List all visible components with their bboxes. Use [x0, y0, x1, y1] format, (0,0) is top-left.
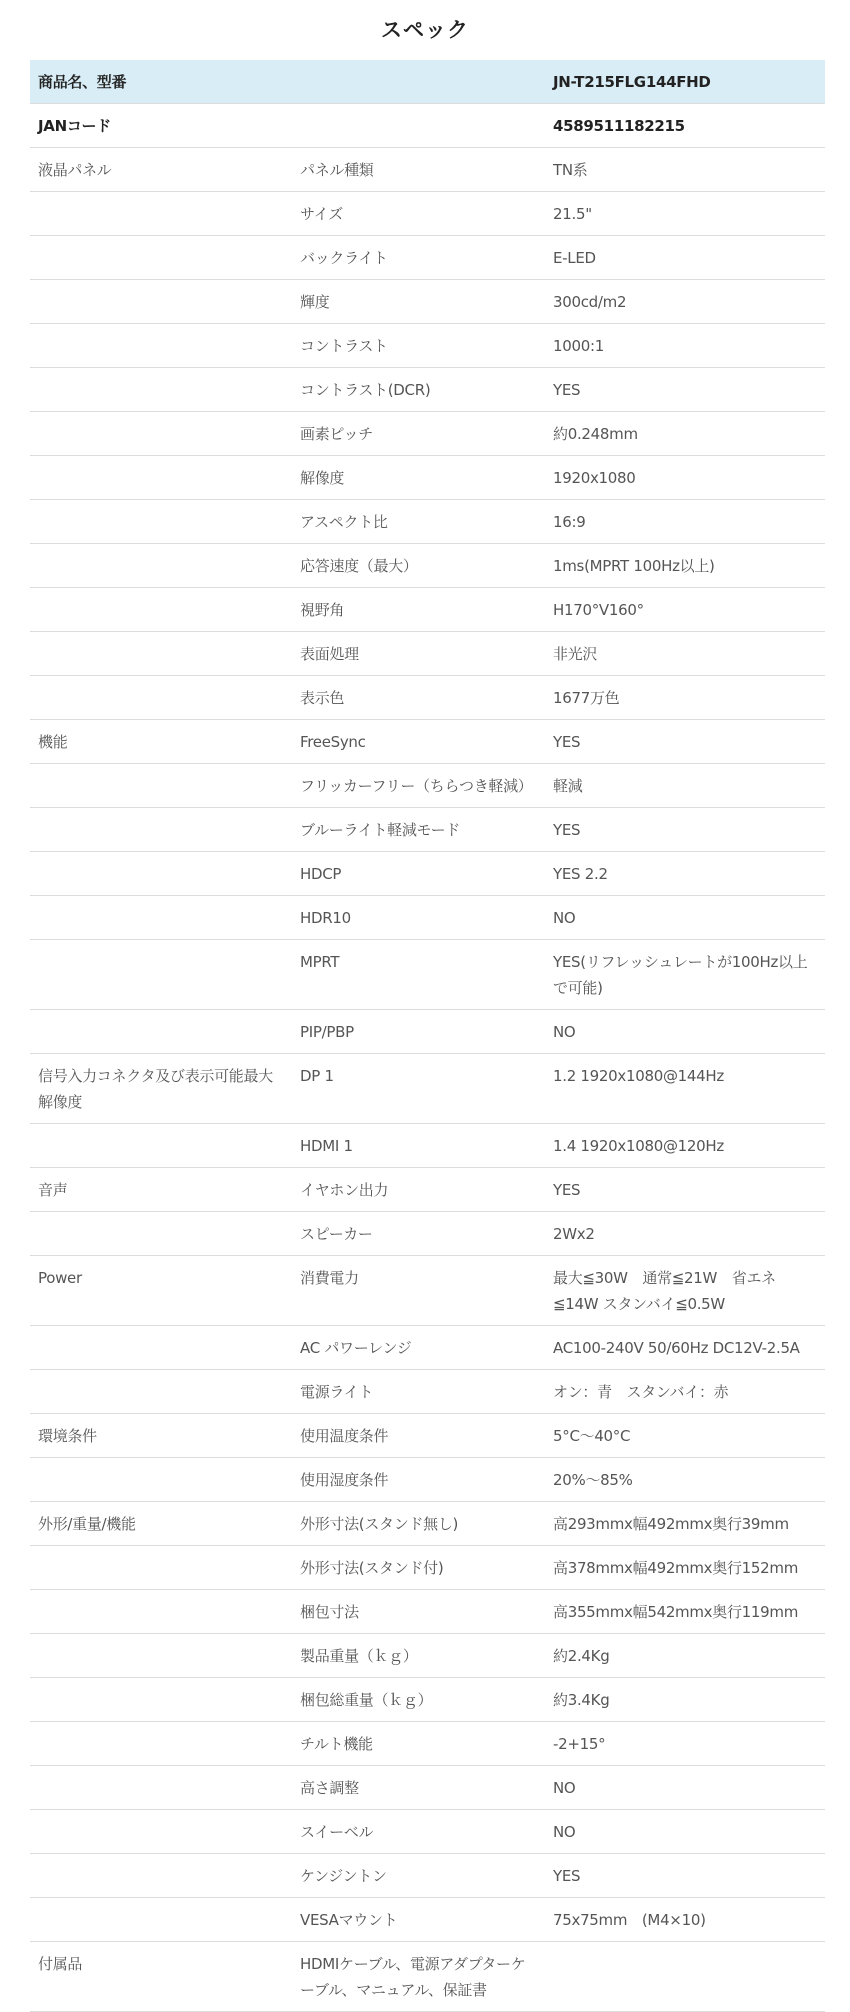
- spec-category: [30, 236, 292, 280]
- table-row: [30, 456, 825, 500]
- spec-item: スピーカー: [292, 1212, 545, 1256]
- spec-value: 1920x1080: [545, 456, 825, 500]
- table-row: [30, 1678, 825, 1722]
- table-row: [30, 544, 825, 588]
- spec-item: HDR10: [292, 896, 545, 940]
- table-row: [30, 236, 825, 280]
- spec-category: [30, 676, 292, 720]
- spec-value: YES: [545, 1168, 825, 1212]
- table-header-row: [30, 60, 825, 104]
- spec-item: パネル種類: [292, 148, 545, 192]
- spec-item: HDCP: [292, 852, 545, 896]
- spec-value: 20%～85%: [545, 1458, 825, 1502]
- spec-value: E-LED: [545, 236, 825, 280]
- spec-value: YES: [545, 808, 825, 852]
- spec-value: 1.4 1920x1080@120Hz: [545, 1124, 825, 1168]
- table-row: [30, 104, 825, 148]
- spec-item: HDMIケーブル、電源アダプターケーブル、マニュアル、保証書: [292, 1942, 545, 2012]
- spec-category: [30, 808, 292, 852]
- spec-category: [30, 1854, 292, 1898]
- spec-value: [545, 1942, 825, 2012]
- spec-category: [30, 764, 292, 808]
- spec-category: 外形/重量/機能: [30, 1502, 292, 1546]
- table-row: [30, 1124, 825, 1168]
- table-row: [30, 1054, 825, 1124]
- table-row: [30, 1502, 825, 1546]
- spec-category: Power: [30, 1256, 292, 1326]
- spec-category: [30, 1766, 292, 1810]
- spec-category: [30, 852, 292, 896]
- spec-category: [30, 588, 292, 632]
- spec-item: VESAマウント: [292, 1898, 545, 1942]
- spec-category: [30, 940, 292, 1010]
- table-row: [30, 1546, 825, 1590]
- spec-item: DP 1: [292, 1054, 545, 1124]
- spec-value: 5°C～40°C: [545, 1414, 825, 1458]
- spec-item: 梱包総重量（ｋｇ）: [292, 1678, 545, 1722]
- spec-value: AC100-240V 50/60Hz DC12V-2.5A: [545, 1326, 825, 1370]
- spec-category: [30, 412, 292, 456]
- spec-item: 製品重量（ｋｇ）: [292, 1634, 545, 1678]
- table-row: [30, 852, 825, 896]
- spec-category: [30, 544, 292, 588]
- table-row: [30, 632, 825, 676]
- spec-category: [30, 1810, 292, 1854]
- spec-item: 表示色: [292, 676, 545, 720]
- spec-item: スイーベル: [292, 1810, 545, 1854]
- table-row: [30, 324, 825, 368]
- spec-value: 非光沢: [545, 632, 825, 676]
- spec-item: [292, 60, 545, 104]
- spec-value: YES(リフレッシュレートが100Hz以上で可能): [545, 940, 825, 1010]
- spec-item: 画素ピッチ: [292, 412, 545, 456]
- spec-category: [30, 368, 292, 412]
- spec-value: 約0.248mm: [545, 412, 825, 456]
- spec-value: YES 2.2: [545, 852, 825, 896]
- spec-table-body: [30, 60, 825, 2012]
- table-row: [30, 1256, 825, 1326]
- spec-value: YES: [545, 368, 825, 412]
- spec-value: 約2.4Kg: [545, 1634, 825, 1678]
- spec-value: -2+15°: [545, 1722, 825, 1766]
- spec-item: AC パワーレンジ: [292, 1326, 545, 1370]
- table-row: [30, 500, 825, 544]
- spec-category: 環境条件: [30, 1414, 292, 1458]
- spec-value: 軽減: [545, 764, 825, 808]
- spec-value: 21.5": [545, 192, 825, 236]
- page-title: スペック: [381, 18, 469, 42]
- table-row: [30, 192, 825, 236]
- spec-item: イヤホン出力: [292, 1168, 545, 1212]
- table-row: [30, 764, 825, 808]
- spec-value: 16:9: [545, 500, 825, 544]
- spec-item: 使用湿度条件: [292, 1458, 545, 1502]
- spec-value: 300cd/m2: [545, 280, 825, 324]
- spec-item: フリッカーフリー（ちらつき軽減）: [292, 764, 545, 808]
- spec-category: [30, 1212, 292, 1256]
- table-row: [30, 1854, 825, 1898]
- spec-value: NO: [545, 896, 825, 940]
- spec-item: コントラスト(DCR): [292, 368, 545, 412]
- spec-item: 外形寸法(スタンド付): [292, 1546, 545, 1590]
- spec-category: [30, 1722, 292, 1766]
- spec-item: 高さ調整: [292, 1766, 545, 1810]
- spec-item: 輝度: [292, 280, 545, 324]
- table-row: [30, 940, 825, 1010]
- table-row: [30, 412, 825, 456]
- spec-item: チルト機能: [292, 1722, 545, 1766]
- spec-value: 約3.4Kg: [545, 1678, 825, 1722]
- spec-item: コントラスト: [292, 324, 545, 368]
- spec-category: 信号入力コネクタ及び表示可能最大解像度: [30, 1054, 292, 1124]
- spec-category: 液晶パネル: [30, 148, 292, 192]
- table-row: [30, 588, 825, 632]
- table-row: [30, 720, 825, 764]
- table-row: [30, 676, 825, 720]
- spec-item: HDMI 1: [292, 1124, 545, 1168]
- spec-category: [30, 1124, 292, 1168]
- table-row: [30, 368, 825, 412]
- spec-category: [30, 192, 292, 236]
- table-row: [30, 1590, 825, 1634]
- spec-item: FreeSync: [292, 720, 545, 764]
- spec-category: [30, 1326, 292, 1370]
- spec-category: [30, 632, 292, 676]
- spec-item: 視野角: [292, 588, 545, 632]
- spec-value: 75x75mm (M4×10): [545, 1898, 825, 1942]
- spec-value: YES: [545, 1854, 825, 1898]
- spec-value: JN-T215FLG144FHD: [545, 60, 825, 104]
- spec-category: [30, 1010, 292, 1054]
- spec-category: JANコード: [30, 104, 292, 148]
- spec-value: NO: [545, 1766, 825, 1810]
- spec-value: 4589511182215: [545, 104, 825, 148]
- spec-item: PIP/PBP: [292, 1010, 545, 1054]
- spec-value: NO: [545, 1010, 825, 1054]
- spec-category: [30, 1370, 292, 1414]
- spec-category: [30, 1590, 292, 1634]
- spec-value: 高355mmx幅542mmx奥行119mm: [545, 1590, 825, 1634]
- spec-category: [30, 1898, 292, 1942]
- table-row: [30, 1634, 825, 1678]
- spec-item: アスペクト比: [292, 500, 545, 544]
- spec-category: [30, 280, 292, 324]
- spec-item: 解像度: [292, 456, 545, 500]
- table-row: [30, 1212, 825, 1256]
- spec-item: [292, 104, 545, 148]
- spec-category: 機能: [30, 720, 292, 764]
- spec-value: 2Wx2: [545, 1212, 825, 1256]
- spec-value: 1ms(MPRT 100Hz以上): [545, 544, 825, 588]
- spec-item: 使用温度条件: [292, 1414, 545, 1458]
- spec-value: 1000:1: [545, 324, 825, 368]
- spec-item: 外形寸法(スタンド無し): [292, 1502, 545, 1546]
- table-row: [30, 1414, 825, 1458]
- spec-item: MPRT: [292, 940, 545, 1010]
- spec-value: 1677万色: [545, 676, 825, 720]
- spec-value: YES: [545, 720, 825, 764]
- table-row: [30, 1942, 825, 2012]
- spec-category: [30, 456, 292, 500]
- spec-item: サイズ: [292, 192, 545, 236]
- spec-value: 高293mmx幅492mmx奥行39mm: [545, 1502, 825, 1546]
- spec-item: 電源ライト: [292, 1370, 545, 1414]
- spec-category: [30, 1546, 292, 1590]
- spec-value: 最大≦30W 通常≦21W 省エネ≦14W スタンバイ≦0.5W: [545, 1256, 825, 1326]
- spec-item: ケンジントン: [292, 1854, 545, 1898]
- table-row: [30, 1458, 825, 1502]
- spec-category: 商品名、型番: [30, 60, 292, 104]
- spec-value: NO: [545, 1810, 825, 1854]
- table-row: [30, 1722, 825, 1766]
- spec-value: 高378mmx幅492mmx奥行152mm: [545, 1546, 825, 1590]
- spec-category: [30, 324, 292, 368]
- table-row: [30, 1898, 825, 1942]
- table-row: [30, 1370, 825, 1414]
- table-row: [30, 280, 825, 324]
- spec-item: ブルーライト軽減モード: [292, 808, 545, 852]
- spec-category: 音声: [30, 1168, 292, 1212]
- spec-value: TN系: [545, 148, 825, 192]
- table-row: [30, 896, 825, 940]
- spec-category: [30, 500, 292, 544]
- spec-item: 応答速度（最大）: [292, 544, 545, 588]
- table-row: [30, 1810, 825, 1854]
- spec-value: H170°V160°: [545, 588, 825, 632]
- spec-item: 消費電力: [292, 1256, 545, 1326]
- spec-category: [30, 1634, 292, 1678]
- spec-category: [30, 896, 292, 940]
- table-row: [30, 1168, 825, 1212]
- spec-item: 梱包寸法: [292, 1590, 545, 1634]
- table-row: [30, 148, 825, 192]
- spec-item: バックライト: [292, 236, 545, 280]
- table-row: [30, 1326, 825, 1370]
- spec-category: [30, 1458, 292, 1502]
- spec-value: オン：青 スタンバイ：赤: [545, 1370, 825, 1414]
- spec-category: 付属品: [30, 1942, 292, 2012]
- spec-item: 表面処理: [292, 632, 545, 676]
- table-row: [30, 1010, 825, 1054]
- table-row: [30, 808, 825, 852]
- spec-value: 1.2 1920x1080@144Hz: [545, 1054, 825, 1124]
- spec-table: [30, 60, 825, 2012]
- spec-category: [30, 1678, 292, 1722]
- table-row: [30, 1766, 825, 1810]
